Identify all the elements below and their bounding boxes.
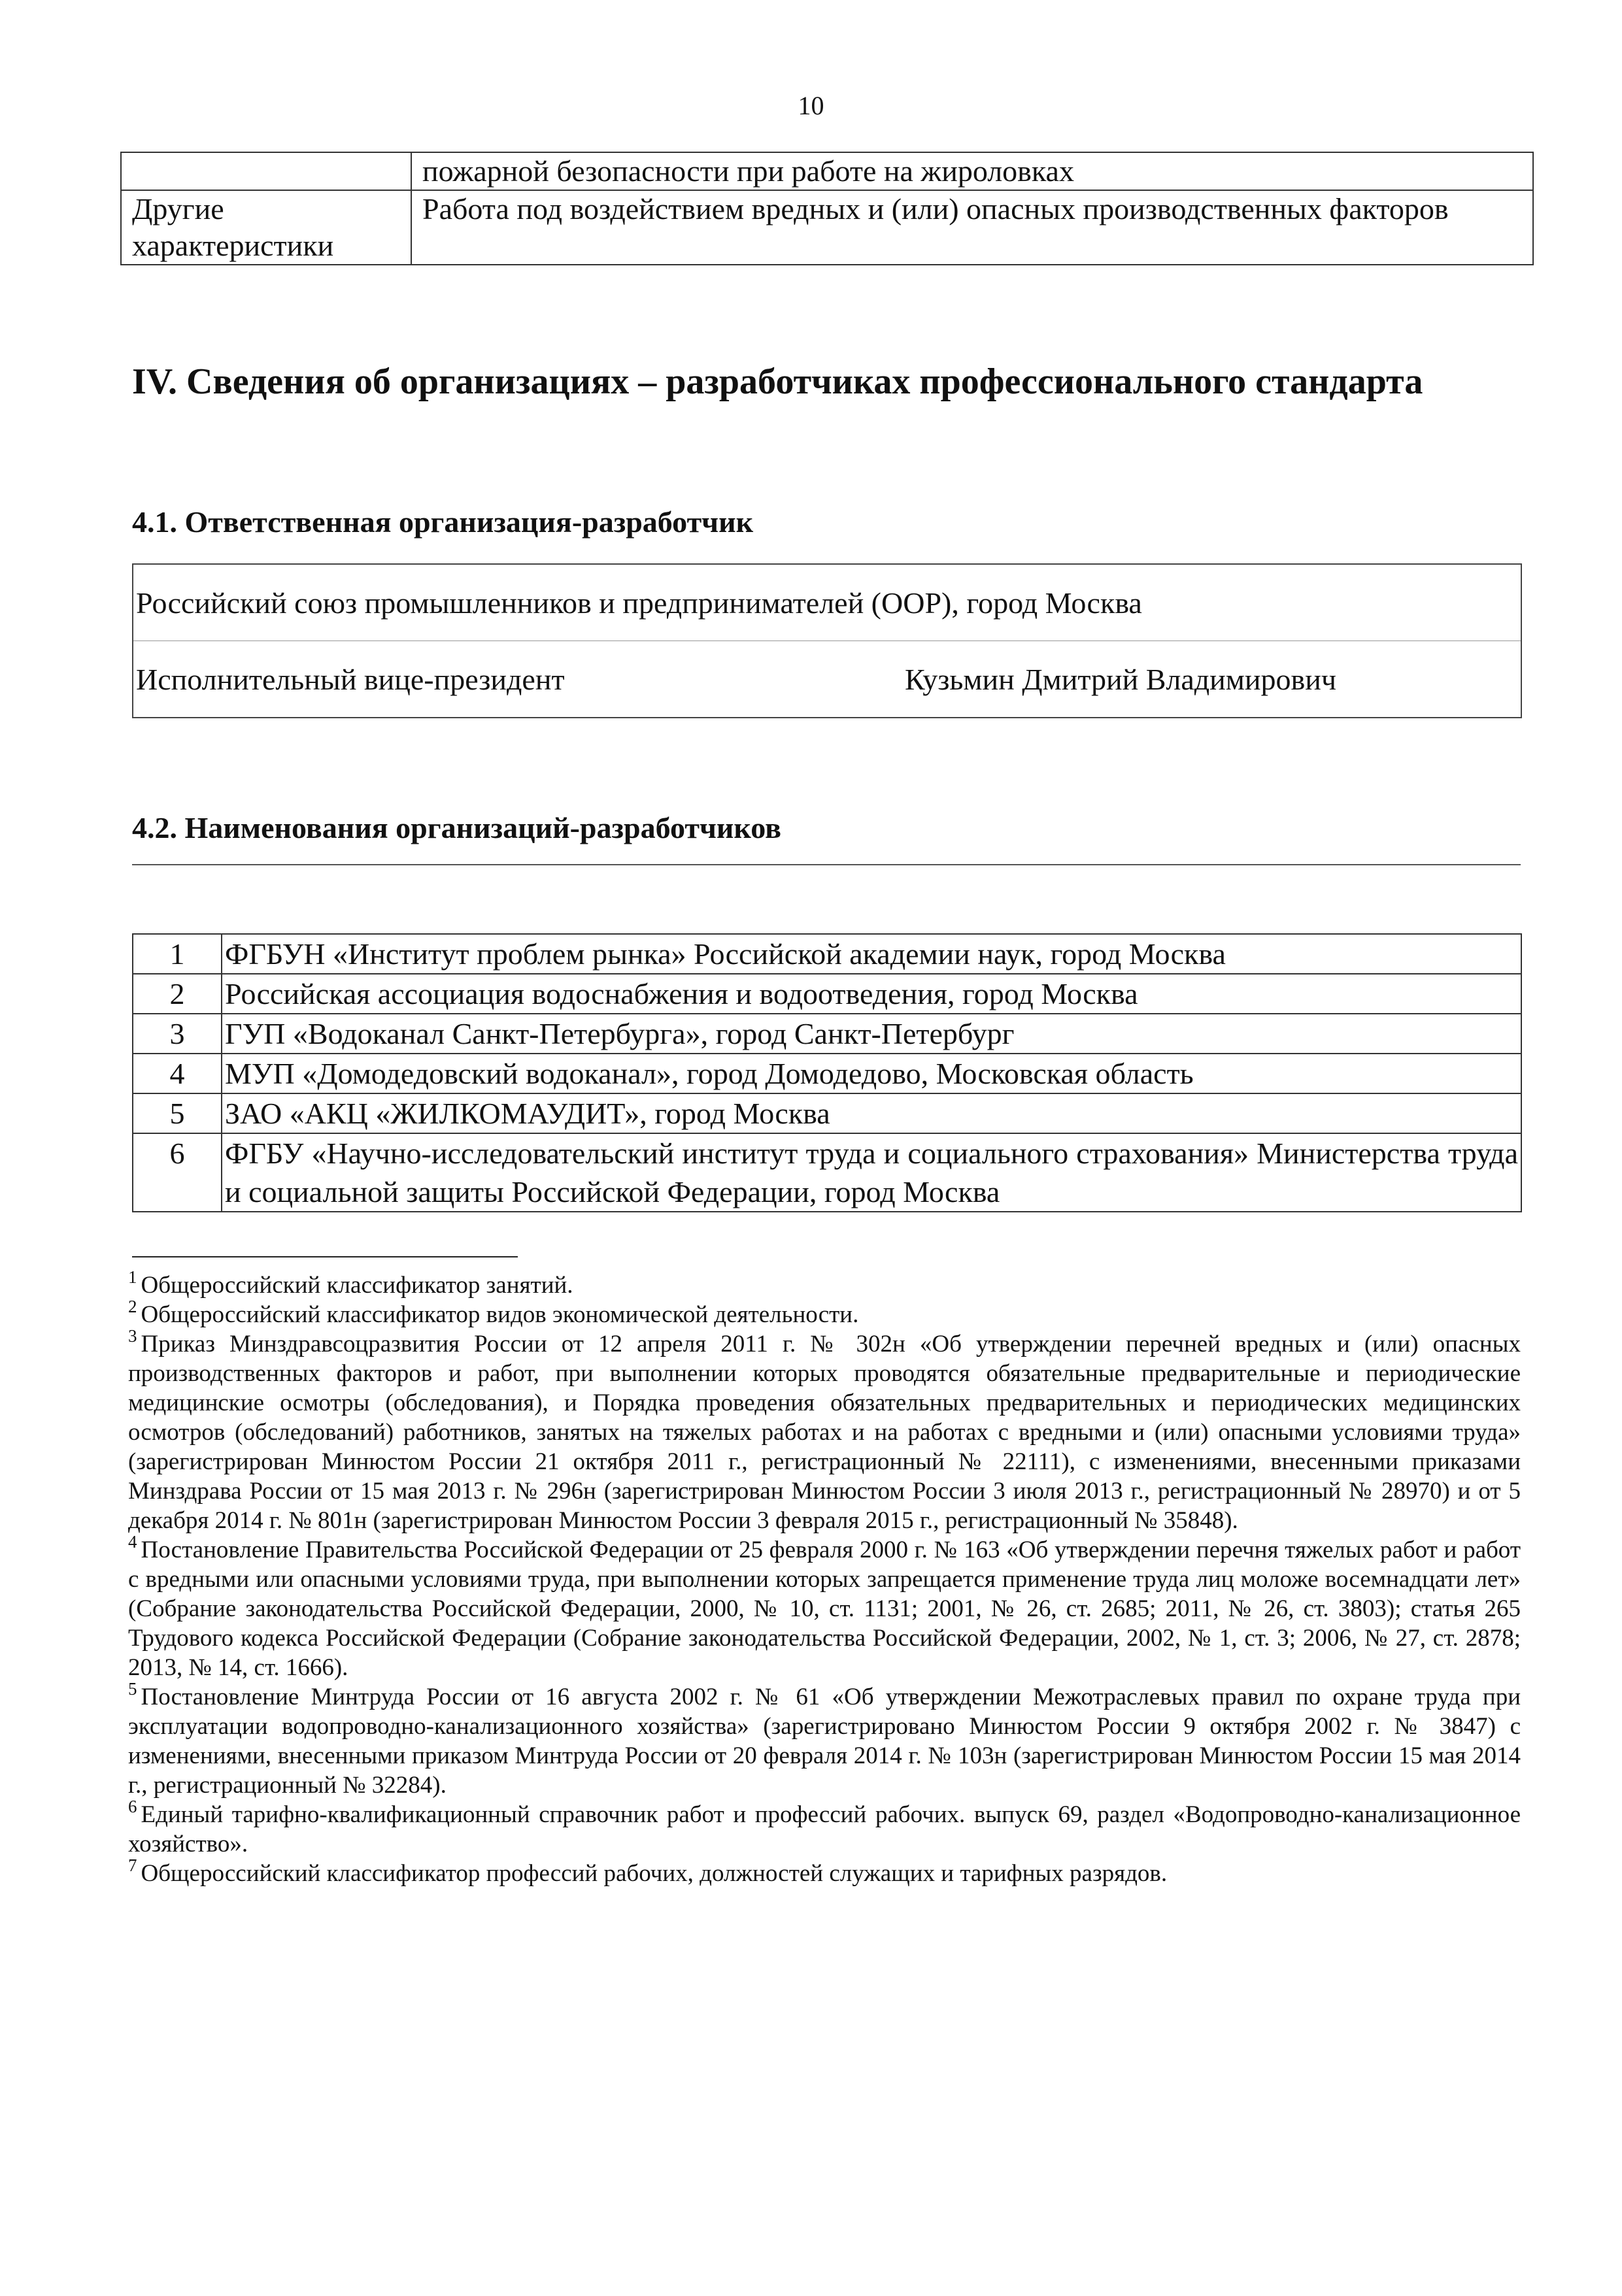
footnote	[128, 1855, 1521, 1888]
row-number: 6	[133, 1133, 222, 1212]
row-number: 4	[133, 1054, 222, 1093]
table-cell-value: пожарной безопасности при работе на жироловках	[411, 152, 1533, 190]
footnote	[128, 1326, 1521, 1535]
page-number: 10	[798, 91, 824, 120]
footnote-number: 7	[128, 1855, 137, 1875]
footnote-separator	[132, 1256, 518, 1257]
row-number: 2	[133, 974, 222, 1014]
table-row	[133, 1133, 1521, 1212]
footnote-text: Приказ Минздравсоцразвития России от 12 апреля 2011 г. № 302н «Об утверждении перечней вредных и (или) опасных производственных факторов и работ, при выполнении которых проводятся обязательные предварительные и периодические медицинские осмотры (обследования), и Порядка проведения обязательных предварительных и периодических медицинских осмотров (обследований) работников, занятых на тяжелых работах и на работах с вредными и (или) опасными условиями труда» (зарегистрирован Минюстом России 21 октября 2011 г., регистрационный № 22111), с изменениями, внесенными приказами Минздрава России от 15 мая 2013 г. № 296н (зарегистрирован Минюстом России 3 июля 2013 г., регистрационный № 28970) и от 5 декабря 2014 г. № 801н (зарегистрирован Минюстом России 3 февраля 2015 г., регистрационный № 35848).	[128, 1331, 1521, 1534]
footnotes	[128, 1267, 1521, 1888]
table-cell-label	[121, 152, 411, 190]
footnote-text: Постановление Правительства Российской Федерации от 25 февраля 2000 г. № 163 «Об утверждении перечня тяжелых работ и работ с вредными или опасными условиями труда, при выполнении которых запрещается применение труда лиц моложе восемнадцати лет» (Собрание законодательства Российской Федерации, 2000, № 10, ст. 1131; 2001, № 26, ст. 2685; 2011, № 26, ст. 3803); статья 265 Трудового кодекса Российской Федерации (Собрание законодательства Российской Федерации, 2002, № 1, ст. 3; 2006, № 27, ст. 2878; 2013, № 14, ст. 1666).	[128, 1537, 1521, 1681]
table-cell-label	[121, 190, 411, 265]
footnote-number: 1	[128, 1267, 137, 1287]
characteristics-table	[120, 152, 1534, 265]
table-row	[133, 1014, 1521, 1054]
table-row	[133, 934, 1521, 974]
divider-line	[132, 864, 1521, 865]
developers-table-body	[133, 934, 1521, 1212]
subsection-title-developers: 4.2. Наименования организаций-разработчиков	[132, 811, 781, 844]
row-number: 5	[133, 1093, 222, 1133]
footnote	[128, 1532, 1521, 1682]
developer-org-name: Российская ассоциация водоснабжения и водоотведения, город Москва	[222, 974, 1521, 1014]
footnote-text: Единый тарифно-квалификационный справочник работ и профессий рабочих. выпуск 69, раздел «Водопроводно-канализационное хозяйство».	[128, 1801, 1521, 1857]
footnote-number: 2	[128, 1297, 137, 1316]
developer-org-name: ЗАО «АКЦ «ЖИЛКОМАУДИТ», город Москва	[222, 1093, 1521, 1133]
developer-org-name: ГУП «Водоканал Санкт-Петербурга», город Санкт-Петербург	[222, 1014, 1521, 1054]
row-number: 1	[133, 934, 222, 974]
signatory-position: Исполнительный вице-президент	[136, 662, 565, 696]
subsection-title-responsible: 4.1. Ответственная организация-разработчик	[132, 505, 754, 539]
footnote-number: 4	[128, 1532, 137, 1552]
footnote	[128, 1267, 1521, 1300]
table-row	[133, 1054, 1521, 1093]
footnote	[128, 1297, 1521, 1329]
table-row	[121, 190, 1533, 265]
responsible-org-table	[132, 563, 1522, 718]
responsible-signatory	[133, 641, 1521, 718]
responsible-org-name: Российский союз промышленников и предпринимателей (ООР), город Москва	[133, 564, 1521, 641]
footnote	[128, 1797, 1521, 1859]
table-row	[133, 1093, 1521, 1133]
developer-org-name: ФГБУН «Институт проблем рынка» Российской академии наук, город Москва	[222, 934, 1521, 974]
footnote-number: 3	[128, 1326, 137, 1346]
signatory-name: Кузьмин Дмитрий Владимирович	[905, 662, 1336, 696]
table-row	[133, 974, 1521, 1014]
footnote	[128, 1679, 1521, 1800]
footnote-text: Общероссийский классификатор занятий.	[141, 1272, 573, 1299]
footnote-number: 6	[128, 1797, 137, 1816]
footnote-text: Постановление Минтруда России от 16 августа 2002 г. № 61 «Об утверждении Межотраслевых правил по охране труда при эксплуатации водопроводно-канализационного хозяйства» (зарегистрировано Минюстом России 9 октября 2002 г. № 3847) с изменениями, внесенными приказом Минтруда России от 20 февраля 2014 г. № 103н (зарегистрирован Минюстом России 15 мая 2014 г., регистрационный № 32284).	[128, 1684, 1521, 1799]
table-row	[121, 152, 1533, 190]
footnote-number: 5	[128, 1679, 137, 1699]
developer-org-name: ФГБУ «Научно-исследовательский институт труда и социального страхования» Министерства труда и социальной защиты Российской Федерации, город Москва	[222, 1133, 1521, 1212]
developers-table	[132, 933, 1522, 1212]
row-number: 3	[133, 1014, 222, 1054]
table-cell-value: Работа под воздействием вредных и (или) опасных производственных факторов	[411, 190, 1533, 265]
developer-org-name: МУП «Домодедовский водоканал», город Домодедово, Московская область	[222, 1054, 1521, 1093]
footnote-text: Общероссийский классификатор профессий рабочих, должностей служащих и тарифных разрядов.	[141, 1860, 1168, 1887]
label-line: характеристики	[132, 229, 334, 262]
label-line: Другие	[132, 192, 224, 225]
footnote-text: Общероссийский классификатор видов экономической деятельности.	[141, 1301, 859, 1328]
table-row	[133, 641, 1521, 718]
section-title: IV. Сведения об организациях – разработчиках профессионального стандарта	[132, 361, 1423, 402]
table-row	[133, 564, 1521, 641]
